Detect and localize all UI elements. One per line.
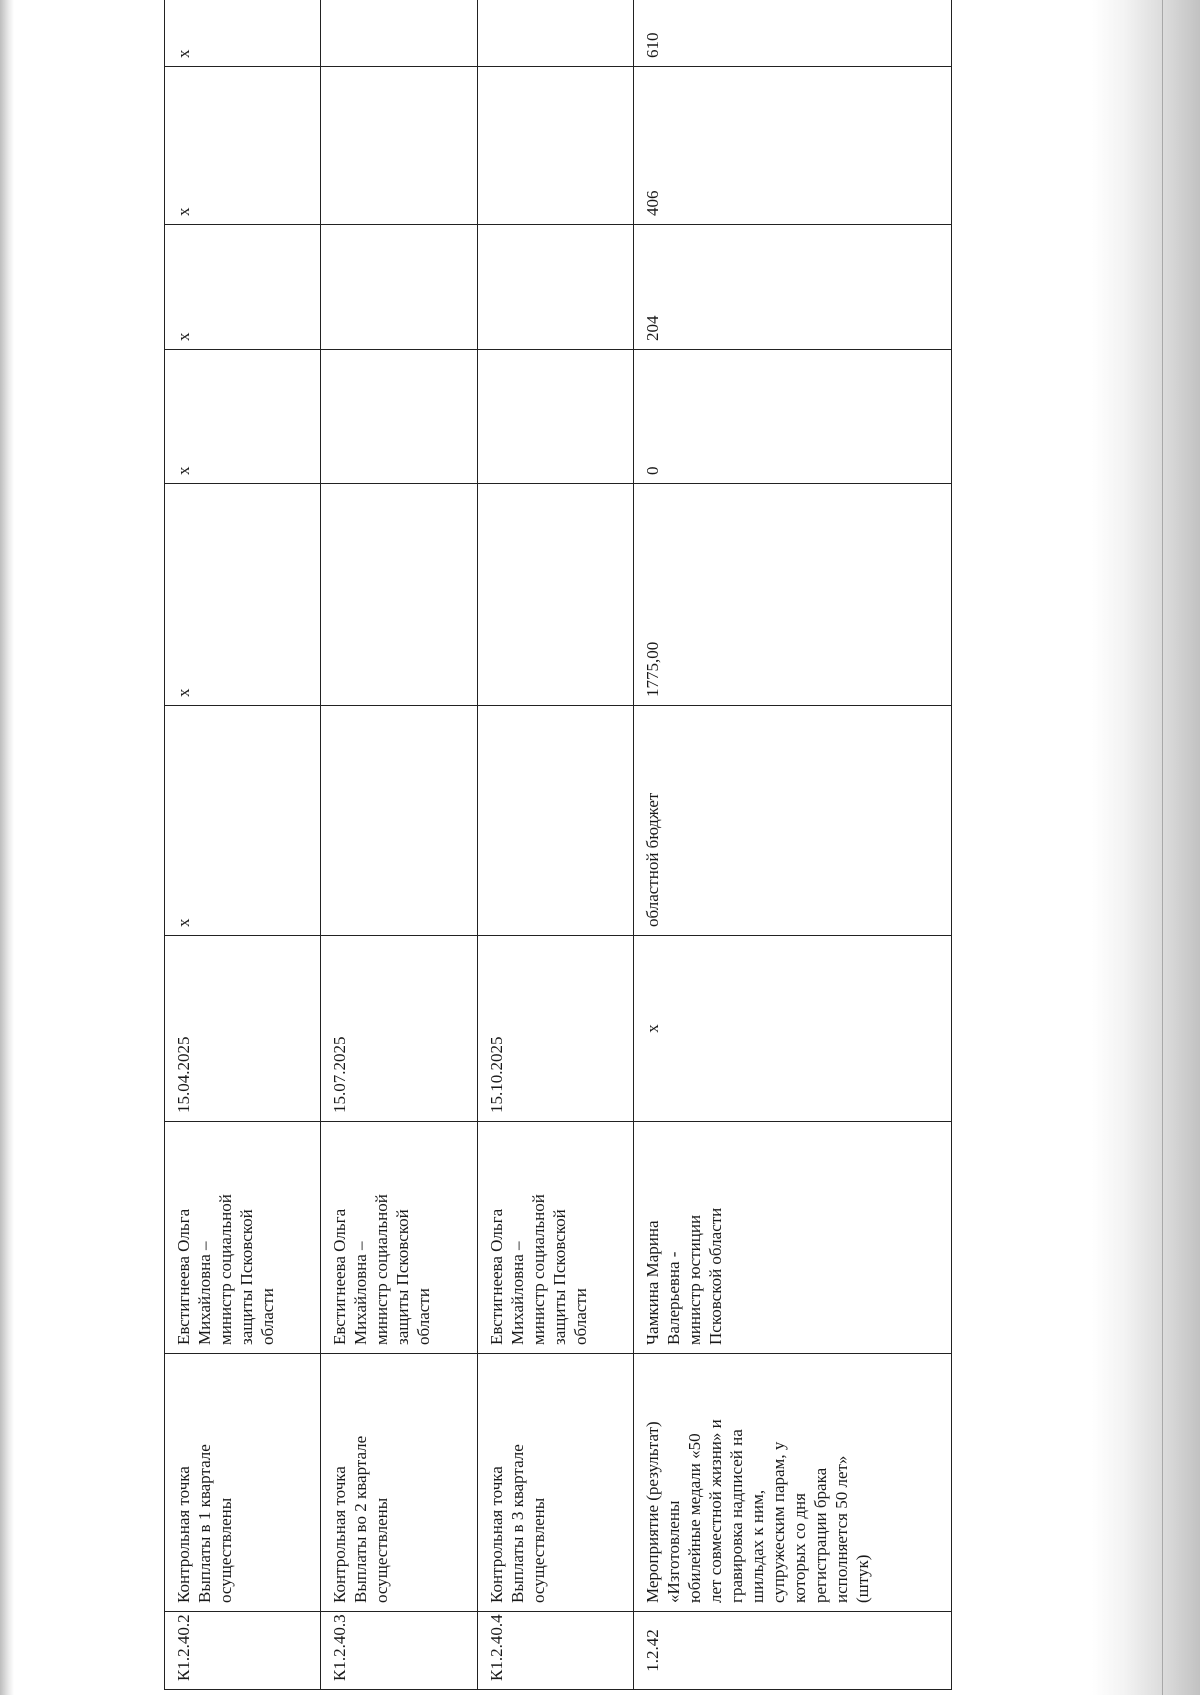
cell-source: х [165, 706, 321, 936]
cell-responsible: Евстигнеева Ольга Михайловна – министр социальной защиты Псковской области [321, 1122, 477, 1354]
cell-responsible: Чамкина Марина Валерьевна - министр юстиции Псковской области [634, 1122, 952, 1354]
cell-v2: 204 [634, 225, 952, 350]
table-row [634, 0, 952, 1690]
cell-amount [477, 484, 633, 706]
document-page [164, 32, 952, 1690]
cell-v3 [477, 67, 633, 225]
cell-v1 [321, 350, 477, 484]
cell-v2 [477, 225, 633, 350]
scan-edge-left [0, 0, 14, 1695]
cell-v3: 406 [634, 67, 952, 225]
cell-v4 [321, 0, 477, 67]
table-row [165, 0, 321, 1690]
cell-v4: 610 [634, 0, 952, 67]
cell-amount: 1775,00 [634, 484, 952, 706]
rotated-table-container [164, 32, 952, 1690]
cell-v1: 0 [634, 350, 952, 484]
cell-date: 15.10.2025 [477, 936, 633, 1122]
cell-name: Контрольная точка Выплаты в 1 квартале осуществлены [165, 1354, 321, 1612]
cell-date: 15.04.2025 [165, 936, 321, 1122]
cell-amount [321, 484, 477, 706]
cell-v3 [321, 67, 477, 225]
cell-source [321, 706, 477, 936]
cell-v2 [321, 225, 477, 350]
plan-table [164, 0, 952, 1690]
cell-v4 [477, 0, 633, 67]
cell-name: Контрольная точка Выплаты в 3 квартале осуществлены [477, 1354, 633, 1612]
cell-code: К1.2.40.3 [321, 1612, 477, 1690]
cell-v3: х [165, 67, 321, 225]
cell-amount: х [165, 484, 321, 706]
cell-responsible: Евстигнеева Ольга Михайловна – министр социальной защиты Псковской области [165, 1122, 321, 1354]
cell-responsible: Евстигнеева Ольга Михайловна – министр социальной защиты Псковской области [477, 1122, 633, 1354]
cell-v2: х [165, 225, 321, 350]
cell-name: Контрольная точка Выплаты во 2 квартале осуществлены [321, 1354, 477, 1612]
cell-code: К1.2.40.2 [165, 1612, 321, 1690]
table-row [321, 0, 477, 1690]
cell-date: х [634, 936, 952, 1122]
scan-edge-right [1092, 0, 1200, 1695]
cell-source: областной бюджет [634, 706, 952, 936]
cell-name: Мероприятие (результат) «Изготовлены юбилейные медали «50 лет совместной жизни» и гравировка надписей на шильдах к ним, супружеским парам, у которых со дня регистрации брака исполняется 50 лет» (штук) [634, 1354, 952, 1612]
cell-source [477, 706, 633, 936]
cell-v4: х [165, 0, 321, 67]
cell-v1: х [165, 350, 321, 484]
cell-code: К1.2.40.4 [477, 1612, 633, 1690]
table-row [477, 0, 633, 1690]
cell-date: 15.07.2025 [321, 936, 477, 1122]
cell-code: 1.2.42 [634, 1612, 952, 1690]
cell-v1 [477, 350, 633, 484]
